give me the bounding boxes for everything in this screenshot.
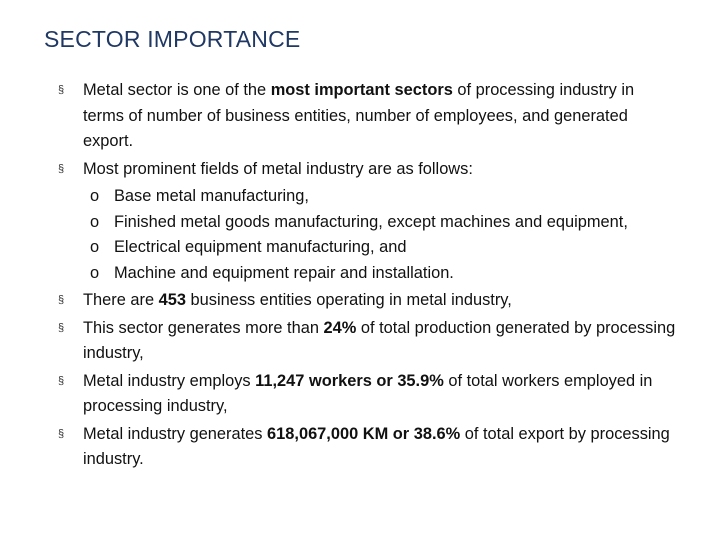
sub-bullet-text: Machine and equipment repair and installation. (114, 263, 454, 282)
circle-bullet-icon: o (90, 187, 100, 205)
bullet-text: Metal sector is one of the (83, 81, 271, 99)
bullet-item (58, 157, 678, 183)
bullet-text: of processing industry in terms of number of business entities, number of employees, and generated export. (83, 81, 635, 150)
slide-title: SECTOR IMPORTANCE (44, 26, 301, 52)
bullet-text: There are (83, 291, 159, 309)
sub-bullet-text: Finished metal goods manufacturing, except machines and equipment, (114, 212, 628, 231)
bullet-text: Most prominent fields of metal industry are as follows: (83, 159, 473, 178)
bullet-text: Metal industry generates (83, 424, 268, 443)
section-bullet-icon: § (58, 84, 65, 96)
bullet-item (58, 78, 678, 155)
bullet-list (58, 78, 678, 475)
bullet-emphasis: 11,247 workers or 35.9% (255, 371, 444, 390)
bullet-text: of total export by processing industry. (83, 424, 670, 468)
bullet-emphasis: 618,067,000 KM or 38.6% (267, 424, 461, 443)
circle-bullet-icon: o (90, 263, 100, 282)
circle-bullet-icon: o (90, 238, 100, 256)
sub-bullet-text: Base metal manufacturing, (114, 187, 309, 205)
section-bullet-icon: § (58, 162, 65, 175)
bullet-text: business entities operating in metal industry, (185, 291, 512, 309)
section-bullet-icon: § (58, 374, 65, 387)
bullet-text: of total production generated by processing industry, (83, 318, 676, 362)
bullet-text: This sector generates more than (83, 318, 324, 337)
bullet-item (58, 316, 678, 367)
bullet-text: Metal industry employs (83, 371, 256, 390)
sub-bullet-item (58, 235, 678, 261)
bullet-text: of total workers employed in processing industry, (83, 371, 653, 415)
sub-bullet-item (58, 261, 678, 287)
bullet-emphasis: 24% (323, 318, 357, 337)
bullet-item (58, 288, 678, 314)
section-bullet-icon: § (58, 427, 65, 440)
section-bullet-icon: § (58, 321, 65, 334)
bullet-emphasis: most important sectors (270, 81, 453, 99)
sub-bullet-item (58, 184, 678, 210)
bullet-item (58, 369, 678, 420)
bullet-emphasis: 453 (158, 291, 186, 309)
sub-bullet-item (58, 210, 678, 236)
sub-bullet-text: Electrical equipment manufacturing, and (114, 238, 407, 256)
bullet-item (58, 422, 678, 473)
section-bullet-icon: § (58, 294, 65, 306)
circle-bullet-icon: o (90, 212, 100, 231)
